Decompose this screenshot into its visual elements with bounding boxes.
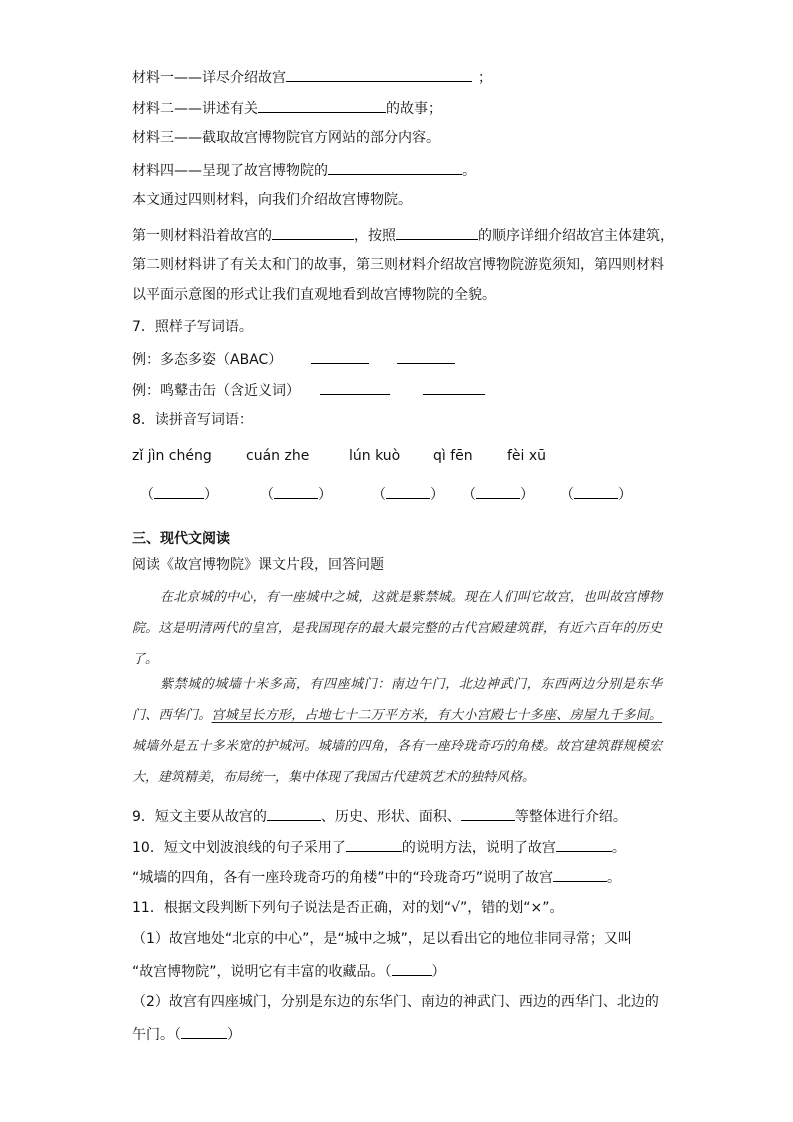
material-1-suffix: ； xyxy=(478,70,492,86)
q7-ex2-blank-2[interactable] xyxy=(423,380,485,395)
material-2-line xyxy=(132,98,442,118)
wavy-underlined-sentence: 宫城呈长方形，占地七十二万平方米，有大小宫殿七十多座、房屋九千多间。 xyxy=(211,708,662,723)
reading-intro: 阅读《故宫博物院》课文片段，回答问题 xyxy=(132,557,384,573)
pinyin-2: cuán zhe xyxy=(246,448,310,464)
summary-line-2-c: 的顺序详细介绍故宫主体建筑， xyxy=(478,228,674,244)
q7-ex1-blank-1[interactable] xyxy=(311,349,369,364)
q7-example-1-text: 例：多态多姿（ABAC） xyxy=(132,352,283,368)
material-4-line xyxy=(132,160,476,180)
passage-paragraph-1: 在北京城的中心，有一座城中之城，这就是紫禁城。现在人们叫它故宫，也叫故宫博物院。这是明清两代的皇宫，是我国现存的最大最完整的古代宫殿建筑群，有近六百年的历史了。 xyxy=(132,590,662,667)
q10-line-2: “城墙的四角，各有一座玲珑奇巧的角楼”中的“玲珑奇巧”说明了故宫 。 xyxy=(132,867,621,887)
q10-blank-3[interactable] xyxy=(553,867,607,882)
q11-statement-1b: “故宫博物院”，说明它有丰富的收藏品。（ ） xyxy=(132,961,446,981)
q11-statement-2a: （2）故宫有四座城门，分别是东边的东华门、南边的神武门、西边的西华门、北边的 xyxy=(132,994,659,1010)
q11-answer-2[interactable] xyxy=(181,1024,227,1039)
material-1-blank[interactable] xyxy=(286,67,472,82)
summary-line-2-a: 第一则材料沿着故宫的 xyxy=(132,228,272,244)
summary-line-2-b: ，按照 xyxy=(354,228,396,244)
material-4-text: 材料四——呈现了故宫博物院的 xyxy=(132,163,328,179)
q9-blank-1[interactable] xyxy=(267,806,321,821)
section-3-title: 三、现代文阅读 xyxy=(132,531,230,547)
passage-paragraph-2: 紫禁城的城墙十米多高，有四座城门：南边午门，北边神武门，东西两边分别是东华门、西华门。宫城呈长方形，占地七十二万平方米，有大小宫殿七十多座、房屋九千多间。城墙外是五十多米宽的护城河。城墙的四角，各有一座玲珑奇巧的角楼。故宫建筑群规模宏大，建筑精美，布局统一，集中体现了我国古代建筑艺术的独特风格。 xyxy=(132,677,662,785)
material-2-blank[interactable] xyxy=(258,98,386,113)
q11-statement-2b: 午门。（ ） xyxy=(132,1024,241,1044)
route-blank[interactable] xyxy=(272,225,354,240)
pinyin-1: zǐ jìn chéng xyxy=(132,448,212,464)
answer-paren-4[interactable]: （ ） xyxy=(462,487,534,503)
q7-example-1 xyxy=(132,349,455,369)
answer-paren-5[interactable]: （ ） xyxy=(560,487,632,503)
q7-ex2-blank-1[interactable] xyxy=(320,380,390,395)
material-2-text: 材料二——讲述有关 xyxy=(132,101,258,117)
summary-line-4: 以平面示意图的形式让我们直观地看到故宫博物院的全貌。 xyxy=(132,287,496,303)
answer-paren-2[interactable]: （ ） xyxy=(260,487,332,503)
pinyin-3: lún kuò xyxy=(349,448,401,464)
answer-paren-1[interactable]: （ ） xyxy=(140,487,218,503)
q10-line-1: 10．短文中划波浪线的句子采用了 的说明方法，说明了故宫 。 xyxy=(132,837,626,857)
q7-ex1-blank-2[interactable] xyxy=(397,349,455,364)
q9-blank-2[interactable] xyxy=(461,806,515,821)
pinyin-5: fèi xū xyxy=(507,448,547,464)
q7-example-2-text: 例：鸣鼙击缶（含近义词） xyxy=(132,383,300,399)
material-3-line: 材料三——截取故宫博物院官方网站的部分内容。 xyxy=(132,130,440,146)
material-2-suffix: 的故事； xyxy=(386,101,442,117)
order-blank[interactable] xyxy=(396,225,478,240)
material-1-text: 材料一——详尽介绍故宫 xyxy=(132,70,286,86)
q7-title: 7．照样子写词语。 xyxy=(132,319,253,335)
q10-blank-2[interactable] xyxy=(556,837,612,852)
material-1-line xyxy=(132,67,492,87)
summary-line-1: 本文通过四则材料，向我们介绍故宫博物院。 xyxy=(132,192,412,208)
answer-paren-3[interactable]: （ ） xyxy=(372,487,444,503)
material-4-suffix: 。 xyxy=(462,163,476,179)
q11-title: 11．根据文段判断下列句子说法是否正确，对的划“√”，错的划“×”。 xyxy=(132,900,564,916)
q7-example-2 xyxy=(132,380,485,400)
q11-answer-1[interactable] xyxy=(392,961,432,976)
material-4-blank[interactable] xyxy=(328,160,462,175)
summary-line-3: 第二则材料讲了有关太和门的故事，第三则材料介绍故宫博物院游览须知，第四则材料 xyxy=(132,257,664,273)
q10-blank-1[interactable] xyxy=(346,837,402,852)
summary-line-2 xyxy=(132,225,674,245)
q8-title: 8．读拼音写词语： xyxy=(132,412,253,428)
pinyin-4: qì fēn xyxy=(433,448,473,464)
q9-line: 9．短文主要从故宫的 、历史、形状、面积、 等整体进行介绍。 xyxy=(132,806,627,826)
q11-statement-1a: （1）故宫地处“北京的中心”，是“城中之城”，足以看出它的地位非同寻常；又叫 xyxy=(132,931,632,947)
